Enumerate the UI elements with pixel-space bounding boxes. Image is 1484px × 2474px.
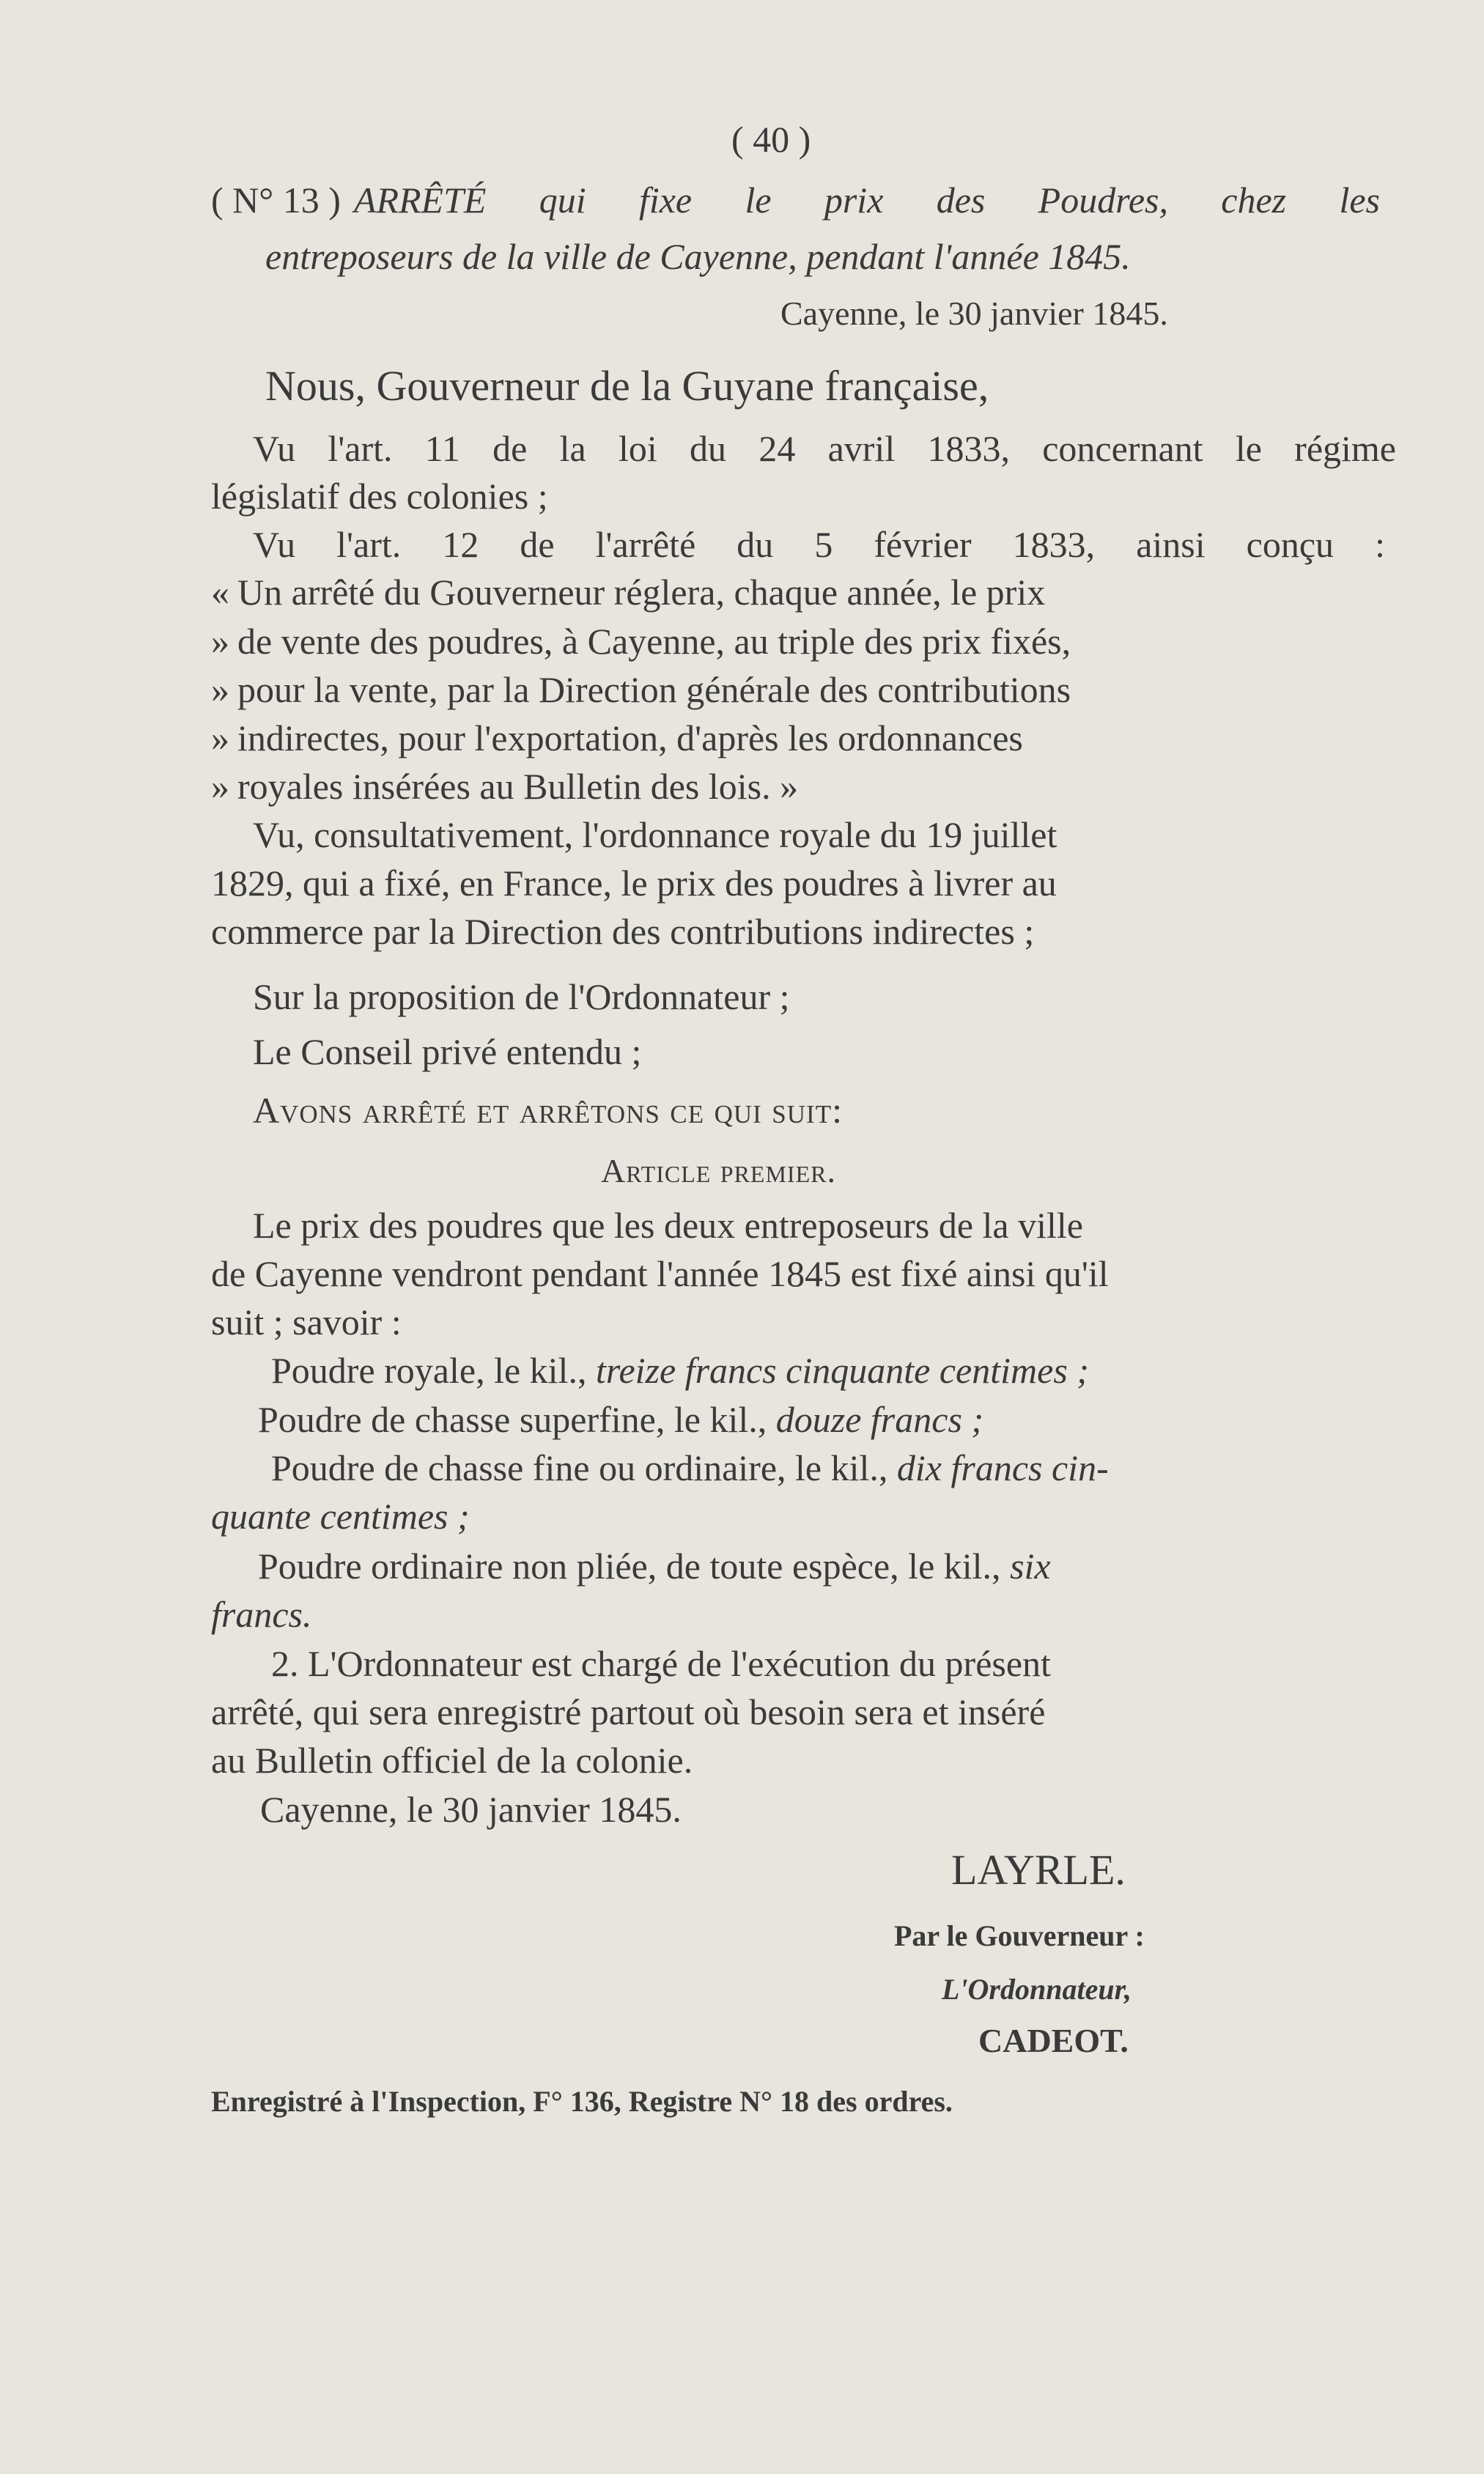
- quote-line-2: » de vente des poudres, à Cayenne, au triple des prix fixés,: [211, 621, 1071, 662]
- quote-mark: «: [211, 572, 229, 613]
- quote-mark: »: [211, 766, 229, 807]
- preamble-nous: Nous, Gouverneur de la Guyane française,: [265, 362, 989, 410]
- signature-governor: LAYRLE.: [951, 1846, 1126, 1894]
- quote-line-4: » indirectes, pour l'exportation, d'après les ordonnances: [211, 717, 1023, 758]
- header-title-line-1: [211, 180, 1380, 221]
- price-item-ordinaire-cont: francs.: [211, 1594, 312, 1635]
- quote-mark: »: [211, 621, 229, 662]
- preamble-sur: Sur la proposition de l'Ordonnateur ;: [253, 976, 790, 1017]
- article-2-line-3: au Bulletin officiel de la colonie.: [211, 1740, 693, 1781]
- header-dateline: Cayenne, le 30 janvier 1845.: [780, 295, 1168, 332]
- header-title-line-2: entreposeurs de la ville de Cayenne, pendant l'année 1845.: [265, 236, 1131, 277]
- ordonnateur-role: L'Ordonnateur,: [942, 1973, 1132, 2006]
- quote-line-5: » royales insérées au Bulletin des lois. »: [211, 766, 799, 807]
- quote-mark: »: [211, 717, 229, 758]
- article-1-line-1: Le prix des poudres que les deux entreposeurs de la ville: [253, 1205, 1083, 1246]
- article-2-line-1: 2. L'Ordonnateur est chargé de l'exécution du présent: [271, 1643, 1051, 1684]
- par-le-gouverneur: Par le Gouverneur :: [894, 1919, 1145, 1952]
- quote-line-1: « Un arrêté du Gouverneur réglera, chaque année, le prix: [211, 572, 1046, 613]
- closing-date: Cayenne, le 30 janvier 1845.: [260, 1789, 682, 1830]
- preamble-avons: Avons arrêté et arrêtons ce qui suit:: [253, 1090, 843, 1131]
- price-item-fine-cont: quante centimes ;: [211, 1496, 470, 1537]
- preamble-conseil: Le Conseil privé entendu ;: [253, 1031, 642, 1072]
- vu1-line-1: Vu l'art. 11 de la loi du 24 avril 1833, concernant le régime: [253, 428, 1396, 469]
- decree-title: ARRÊTÉ qui fixe le prix des Poudres, chez les: [353, 180, 1380, 221]
- article-2-line-2: arrêté, qui sera enregistré partout où besoin sera et inséré: [211, 1691, 1046, 1732]
- price-item-royale: Poudre royale, le kil., treize francs cinquante centimes ;: [271, 1350, 1089, 1391]
- article-1-heading: Article premier.: [601, 1152, 836, 1189]
- vu1-line-2: législatif des colonies ;: [211, 476, 548, 517]
- vu2-line-1: Vu l'art. 12 de l'arrêté du 5 février 1833, ainsi conçu :: [253, 524, 1385, 565]
- vu3-line-1: Vu, consultativement, l'ordonnance royale du 19 juillet: [253, 814, 1057, 855]
- registration-note: Enregistré à l'Inspection, F° 136, Registre N° 18 des ordres.: [211, 2085, 953, 2118]
- page-number: ( 40 ): [731, 119, 811, 160]
- vu3-line-2: 1829, qui a fixé, en France, le prix des poudres à livrer au: [211, 863, 1057, 904]
- price-item-ordinaire: Poudre ordinaire non pliée, de toute espèce, le kil., six: [258, 1546, 1051, 1587]
- price-item-fine: Poudre de chasse fine ou ordinaire, le kil., dix francs cin-: [271, 1447, 1109, 1488]
- article-1-line-3: suit ; savoir :: [211, 1301, 402, 1343]
- quote-mark: »: [211, 669, 229, 710]
- vu3-line-3: commerce par la Direction des contributions indirectes ;: [211, 911, 1035, 952]
- quote-line-3: » pour la vente, par la Direction générale des contributions: [211, 669, 1071, 710]
- price-item-superfine: Poudre de chasse superfine, le kil., douze francs ;: [258, 1399, 984, 1440]
- article-1-line-2: de Cayenne vendront pendant l'année 1845 est fixé ainsi qu'il: [211, 1253, 1109, 1294]
- signature-ordonnateur: CADEOT.: [978, 2022, 1129, 2059]
- decree-number: ( N° 13 ): [211, 180, 341, 221]
